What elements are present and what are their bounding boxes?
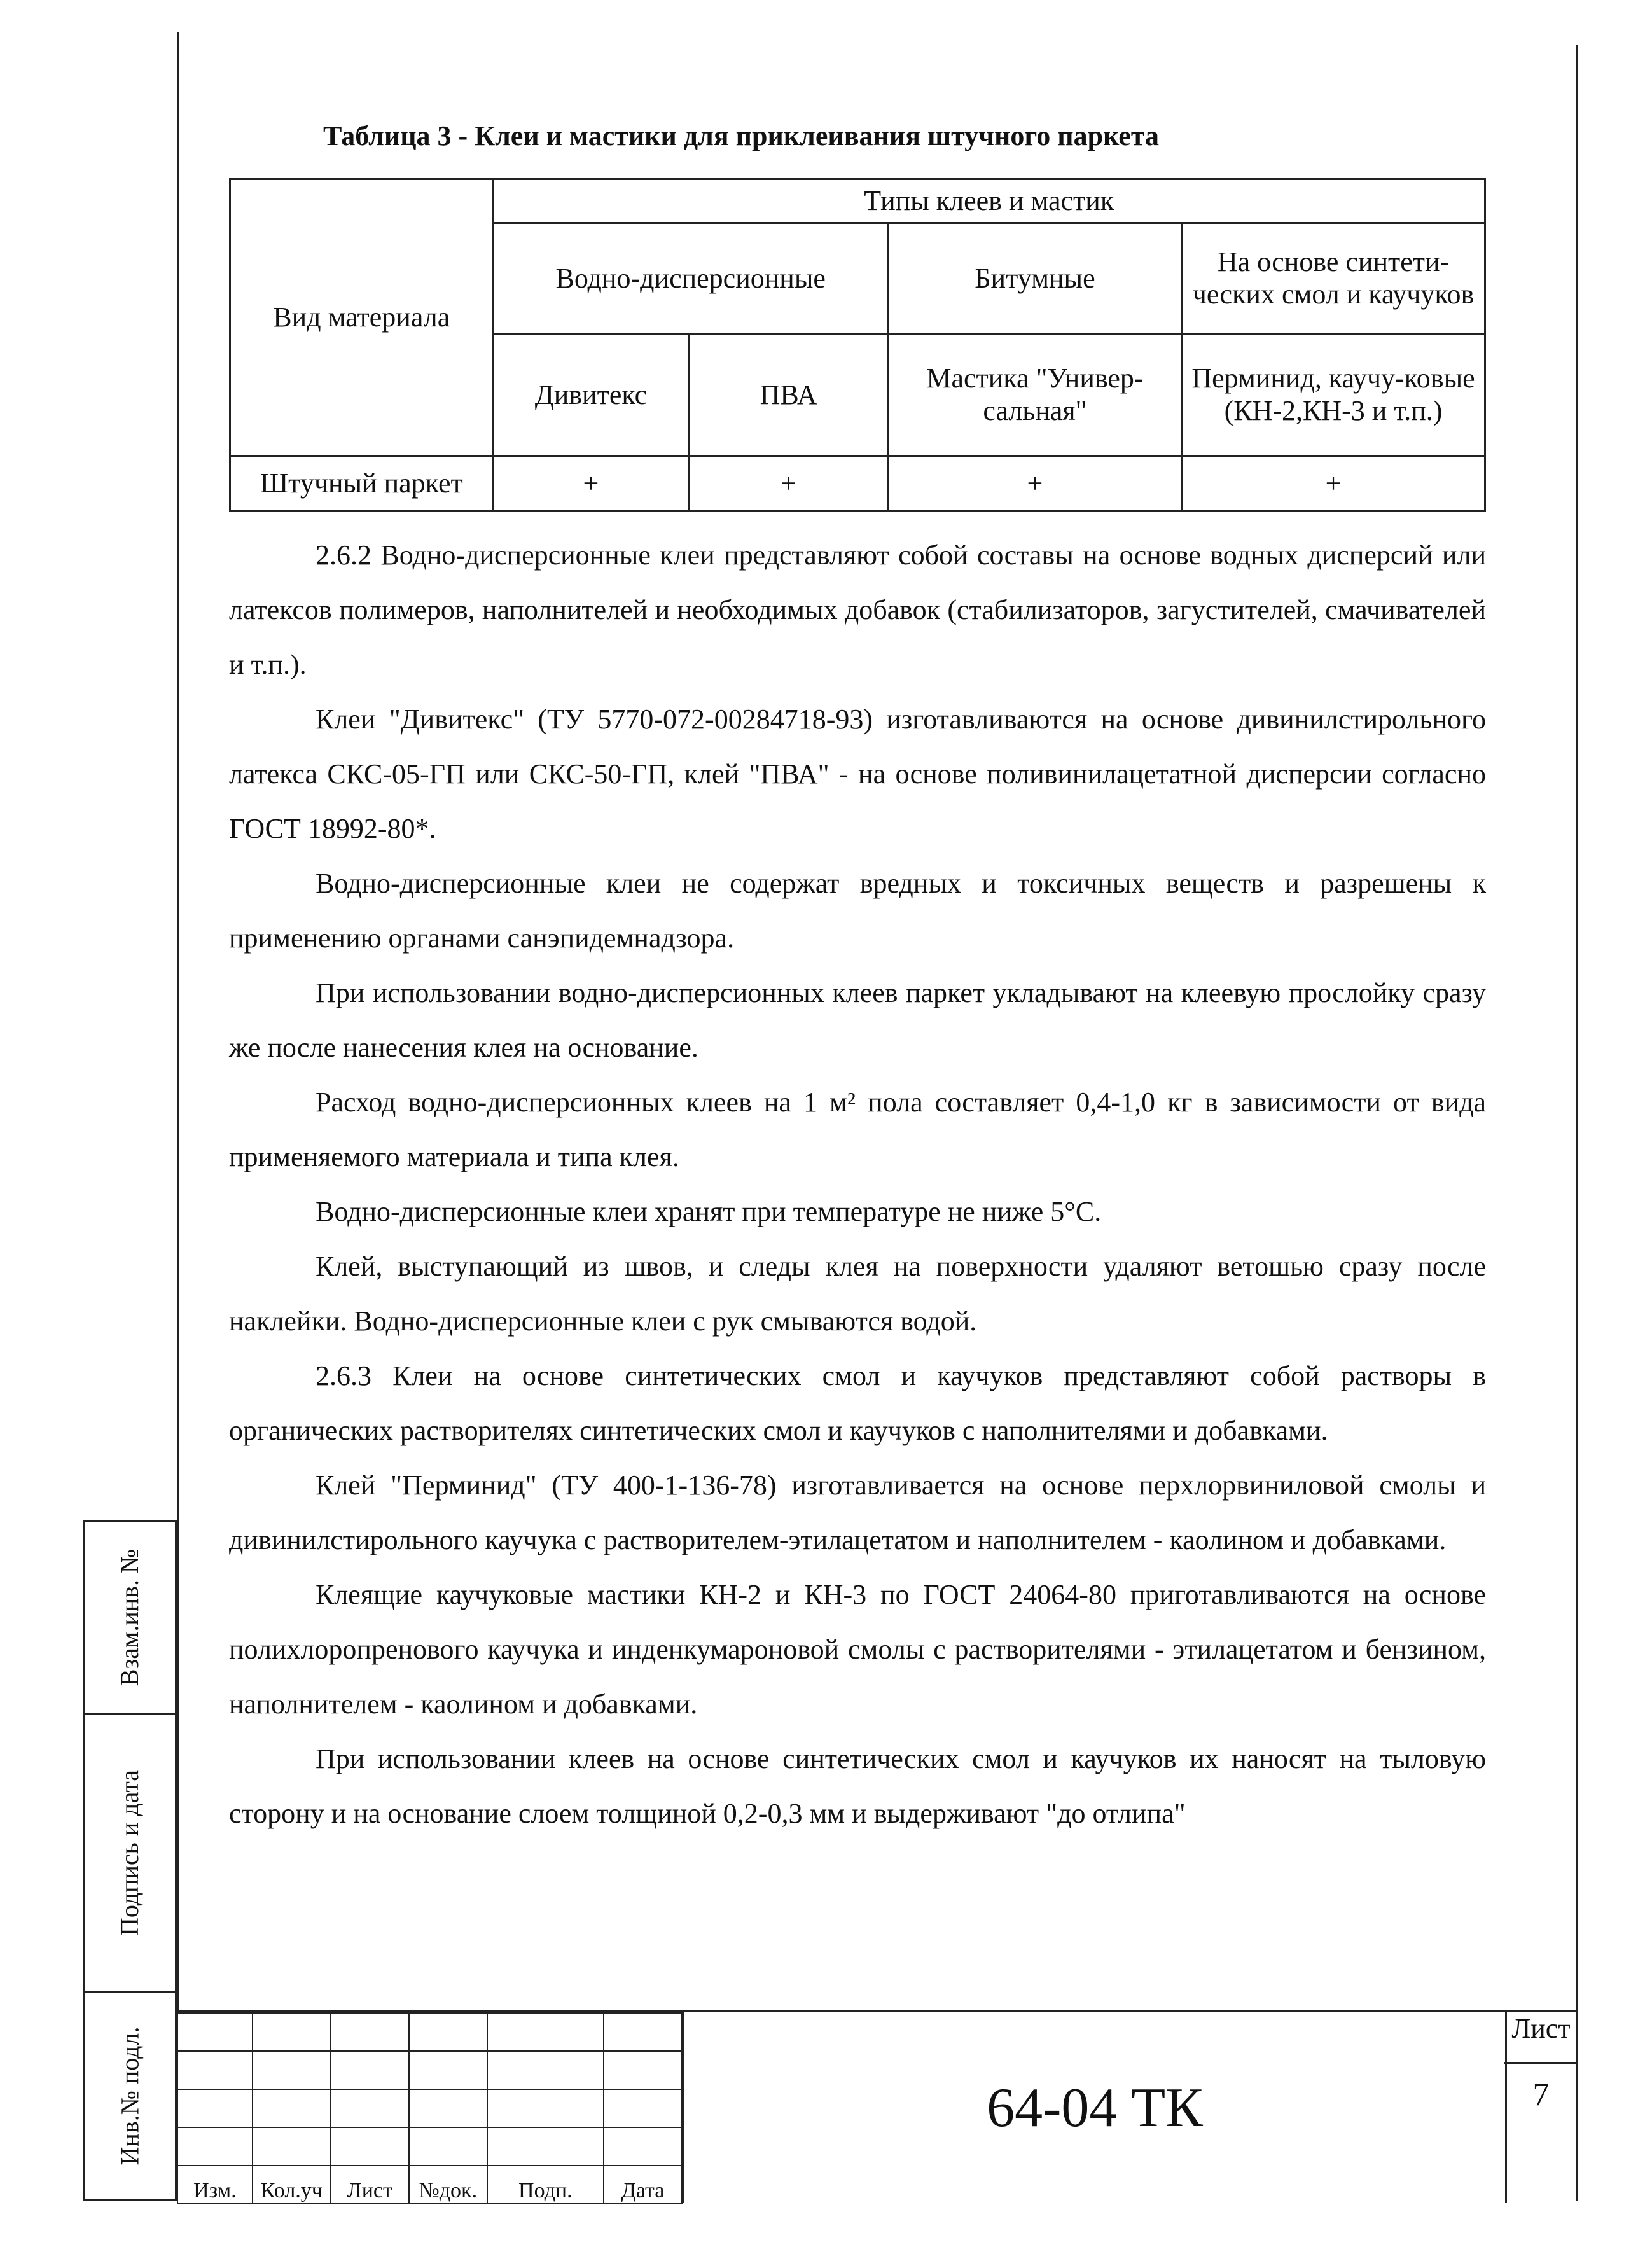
paragraph: 2.6.2 Водно-дисперсионные клеи представляют собой составы на основе водных дисперсий или латексов полимеров, наполнителей и необходимых добавок (стабилизаторов, загустителей, смачивателей и т.п.). xyxy=(229,539,1486,680)
document-code: 64-04 ТК xyxy=(683,2012,1507,2203)
revision-grid xyxy=(177,2012,683,2204)
side-field-inv-podl xyxy=(83,1991,177,2201)
table-title: Таблица 3 - Клеи и мастики для приклеивания штучного паркета xyxy=(323,120,1159,151)
group-bitumen: Битумные xyxy=(888,223,1181,335)
side-field-sign-date xyxy=(83,1713,177,1993)
stamp-col-izm: Изм. xyxy=(177,2166,253,2204)
cell-value: + xyxy=(493,456,689,511)
table-row xyxy=(230,456,1485,511)
paragraph: Водно-дисперсионные клеи хранят при температуре не ниже 5°С. xyxy=(316,1196,1102,1227)
stamp-col-list: Лист xyxy=(331,2166,409,2204)
glue-table xyxy=(229,178,1486,512)
cell-value: + xyxy=(689,456,889,511)
paragraph: 2.6.3 Клеи на основе синтетических смол и каучуков представляют собой растворы в органических растворителях синтетических смол и каучуков с наполнителями и добавками. xyxy=(229,1360,1486,1446)
stamp-col-data: Дата xyxy=(604,2166,682,2204)
table-row xyxy=(230,179,1485,223)
side-label-inv-podl: Инв.№ подл. xyxy=(115,2026,144,2166)
paragraph: При использовании водно-дисперсионных клеев паркет укладывают на клеевую прослойку сразу же после нанесения клея на основание. xyxy=(229,977,1486,1063)
side-label-sign-date: Подпись и дата xyxy=(115,1769,144,1936)
col-divitex: Дивитекс xyxy=(493,335,689,456)
body-text xyxy=(229,528,1486,1841)
group-water: Водно-дисперсионные xyxy=(493,223,888,335)
paragraph: Клеи "Дивитекс" (ТУ 5770-072-00284718-93) изготавливаются на основе дивинилстирольного латекса СКС-05-ГП или СКС-50-ГП, клей "ПВА" - на основе поливинилацетатной дисперсии согласно ГОСТ 18992-80*. xyxy=(229,704,1486,844)
paragraph: При использовании клеев на основе синтетических смол и каучуков их наносят на тыловую сторону и на основание слоем толщиной 0,2-0,3 мм и выдерживают "до отлипа" xyxy=(229,1743,1486,1829)
col-perminid: Перминид, каучу-ковые (КН-2,КН-3 и т.п.) xyxy=(1182,335,1485,456)
sheet-box xyxy=(1504,2012,1578,2203)
stamp-col-ndok: №док. xyxy=(409,2166,487,2204)
stamp-col-podp: Подп. xyxy=(487,2166,604,2204)
title-block xyxy=(177,2010,1578,2203)
sheet-number: 7 xyxy=(1532,2077,1550,2113)
side-label-inv-vzam: Взам.инв. № xyxy=(115,1548,144,1687)
cell-value: + xyxy=(888,456,1181,511)
row-label: Штучный паркет xyxy=(230,456,494,511)
paragraph: Расход водно-дисперсионных клеев на 1 м² пола составляет 0,4-1,0 кг в зависимости от вида применяемого материала и типа клея. xyxy=(229,1087,1486,1172)
frame-right-line xyxy=(1576,45,1578,2201)
sheet-label: Лист xyxy=(1504,2012,1578,2064)
paragraph: Клеящие каучуковые мастики КН-2 и КН-3 по ГОСТ 24064-80 приготавливаются на основе полихлоропренового каучука и инденкумароновой смолы с растворителями - этилацетатом и бензином, наполнителем - каолином и добавками. xyxy=(229,1579,1486,1720)
frame-left-line xyxy=(177,32,179,2010)
stamp-col-kolvo: Кол.уч xyxy=(253,2166,331,2204)
group-synthetic: На основе синтети-ческих смол и каучуков xyxy=(1182,223,1485,335)
paragraph: Водно-дисперсионные клеи не содержат вредных и токсичных веществ и разрешены к применению органами санэпидемнадзора. xyxy=(229,868,1486,954)
paragraph: Клей "Перминид" (ТУ 400-1-136-78) изготавливается на основе перхлорвиниловой смолы и дивинилстирольного каучука с растворителем-этилацетатом и наполнителем - каолином и добавками. xyxy=(229,1470,1486,1555)
side-field-inv-vzam xyxy=(83,1520,177,1715)
paragraph: Клей, выступающий из швов, и следы клея на поверхности удаляют ветошью сразу после наклейки. Водно-дисперсионные клеи с рук смываются водой. xyxy=(229,1251,1486,1337)
header-types: Типы клеев и мастик xyxy=(493,179,1485,223)
cell-value: + xyxy=(1182,456,1485,511)
header-material: Вид материала xyxy=(230,179,494,456)
col-pva: ПВА xyxy=(689,335,889,456)
col-mastic: Мастика "Универ-сальная" xyxy=(888,335,1181,456)
